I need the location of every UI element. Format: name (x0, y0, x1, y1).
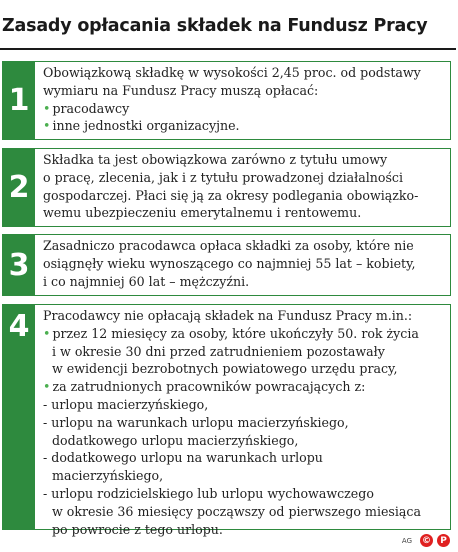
bullet-icon: • (43, 100, 51, 116)
text-line (43, 503, 444, 521)
text-line (43, 169, 444, 187)
section-text (43, 307, 444, 538)
line-text: i w okresie 30 dni przed zatrudnieniem pozostawały (52, 343, 385, 359)
section-4 (2, 304, 451, 537)
title-divider (0, 48, 456, 50)
section-text (43, 151, 444, 222)
bullet-icon: • (43, 379, 51, 395)
text-line (43, 187, 444, 205)
text-line (43, 360, 444, 378)
text-line (43, 449, 444, 467)
credit-text: AG (401, 536, 412, 545)
line-text: dodatkowego urlopu macierzyńskiego, (52, 432, 299, 448)
line-text: - urlopu macierzyńskiego, (43, 396, 209, 412)
line-text: macierzyńskiego, (52, 468, 164, 484)
section-3 (2, 234, 451, 296)
bullet-icon: • (43, 325, 51, 341)
text-line (43, 64, 444, 82)
text-line (43, 273, 444, 291)
section-2 (2, 148, 451, 227)
line-text: - urlopu na warunkach urlopu macierzyńskiego, (43, 414, 349, 430)
text-line (43, 151, 444, 169)
line-text: w okresie 36 miesięcy począwszy od pierwszego miesiąca (52, 503, 421, 519)
line-text: Obowiązkową składkę w wysokości 2,45 proc. od podstawy (43, 65, 421, 80)
line-text: - dodatkowego urlopu na warunkach urlopu (43, 450, 323, 466)
text-line (43, 82, 444, 100)
line-text: gospodarczej. Płaci się ją za okresy podlegania obowiązko- (43, 187, 419, 203)
line-text: wemu ubezpieczeniu emerytalnemu i rentowemu. (43, 205, 362, 221)
footer (402, 534, 450, 547)
text-line (43, 432, 444, 450)
text-line (43, 521, 444, 539)
text-line (43, 237, 444, 255)
line-text: Składka ta jest obowiązkowa zarówno z tytułu umowy (43, 152, 388, 167)
text-line (43, 343, 444, 361)
line-text: w ewidencji bezrobotnych powiatowego urzędu pracy, (52, 361, 398, 377)
section-number: 3 (3, 235, 35, 295)
text-line (43, 204, 444, 222)
bullet-item (43, 325, 444, 343)
line-text: po powrocie z tego urlopu. (52, 521, 223, 537)
text-line (43, 396, 444, 414)
section-text (43, 237, 444, 290)
page-title: Zasady opłacania składek na Fundusz Pracy (2, 16, 428, 36)
section-number: 2 (3, 149, 35, 226)
line-text: wymiaru na Fundusz Pracy muszą opłacać: (43, 82, 319, 98)
line-text: Pracodawcy nie opłacają składek na Fundusz Pracy m.in.: (43, 308, 413, 323)
bullet-item (43, 100, 444, 118)
bullet-item (43, 378, 444, 396)
line-text: - urlopu rodzicielskiego lub urlopu wychowawczego (43, 485, 374, 501)
line-text: i co najmniej 60 lat – mężczyźni. (43, 273, 250, 289)
text-line (43, 255, 444, 273)
section-number: 1 (3, 62, 35, 139)
section-number: 4 (3, 305, 35, 529)
text-line (43, 467, 444, 485)
line-text: Zasadniczo pracodawca opłaca składki za osoby, które nie (43, 238, 414, 253)
text-line (43, 414, 444, 432)
line-text: osiągnęły wieku wynoszącego co najmniej 55 lat – kobiety, (43, 255, 416, 271)
bullet-item (43, 117, 444, 135)
text-line (43, 485, 444, 503)
line-text: za zatrudnionych pracowników powracających z: (52, 379, 366, 395)
line-text: przez 12 miesięcy za osoby, które ukończyły 50. rok życia (52, 325, 419, 341)
publisher-logo: P (437, 534, 450, 547)
line-text: o pracę, zlecenia, jak i z tytułu prowadzonej działalności (43, 169, 404, 185)
text-line (43, 307, 444, 325)
line-text: inne jednostki organizacyjne. (52, 118, 240, 134)
section-1 (2, 61, 451, 140)
section-text (43, 64, 444, 135)
bullet-icon: • (43, 118, 51, 134)
line-text: pracodawcy (52, 100, 130, 116)
copyright-icon: © (422, 535, 431, 546)
